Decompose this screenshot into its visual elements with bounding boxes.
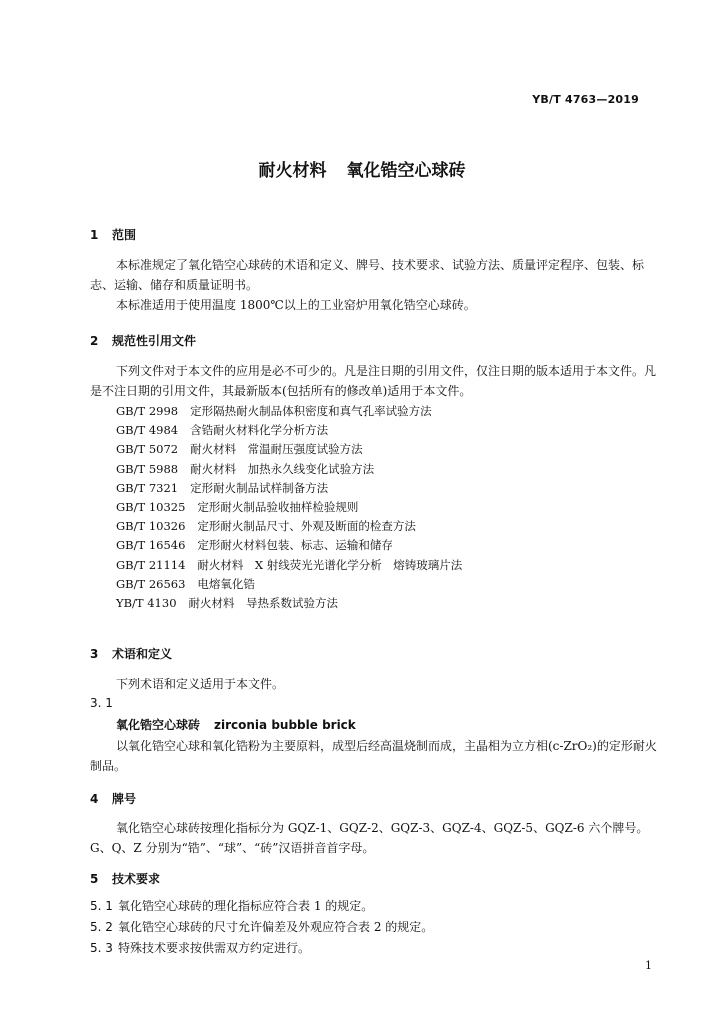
section-3-number: 3	[90, 647, 99, 661]
reference-title: 耐火材料 加热永久线变化试验方法	[190, 461, 375, 476]
reference-title: 耐火材料 常温耐压强度试验方法	[190, 442, 363, 457]
section-2-body	[90, 361, 660, 401]
reference-item	[116, 594, 462, 613]
clause-number: 5. 3	[90, 941, 113, 955]
reference-code: GB/T 26563	[116, 576, 186, 591]
reference-item	[116, 498, 462, 517]
reference-title: 定形耐火制品试样制备方法	[190, 480, 329, 495]
clause-text: 氧化锆空心球砖的理化指标应符合表 1 的规定。	[118, 899, 374, 913]
section-1-paragraph-1: 本标准规定了氧化锆空心球砖的术语和定义、牌号、技术要求、试验方法、质量评定程序、包装、标志、运输、储存和质量证明书。	[90, 258, 645, 292]
term-heading	[116, 716, 356, 733]
reference-code: GB/T 5072	[116, 442, 179, 457]
section-4-body	[90, 818, 660, 858]
reference-item	[116, 575, 462, 594]
section-3-intro	[90, 674, 660, 694]
section-1-heading	[90, 226, 136, 243]
reference-list	[116, 402, 462, 613]
reference-title: 电熔氧化锆	[197, 576, 255, 591]
standard-code: YB/T 4763—2019	[532, 93, 639, 106]
section-1-title: 范围	[112, 228, 137, 242]
reference-title: 定形耐火制品尺寸、外观及断面的检查方法	[197, 519, 416, 534]
reference-title: 定形隔热耐火制品体积密度和真气孔率试验方法	[190, 404, 432, 418]
reference-item	[116, 460, 462, 479]
reference-code: GB/T 10325	[116, 500, 186, 515]
section-4-heading	[90, 790, 136, 807]
clause-5-3	[90, 939, 310, 956]
reference-item	[116, 517, 462, 536]
reference-title: 定形耐火材料包装、标志、运输和储存	[197, 538, 393, 553]
reference-code: GB/T 5988	[116, 461, 179, 476]
reference-code: GB/T 4984	[116, 423, 179, 438]
section-3-paragraph-1: 下列术语和定义适用于本文件。	[116, 677, 285, 691]
reference-item	[116, 479, 462, 498]
reference-title: 耐火材料 导热系数试验方法	[188, 596, 339, 611]
section-2-title: 规范性引用文件	[112, 334, 197, 348]
clause-5-2	[90, 918, 433, 935]
term-definition-block	[90, 736, 660, 776]
clause-5-1	[90, 897, 373, 914]
page-title	[0, 156, 724, 181]
reference-title: 耐火材料 X 射线荧光光谱化学分析 熔铸玻璃片法	[197, 557, 463, 572]
reference-title: 定形耐火制品验收抽样检验规则	[197, 500, 359, 515]
reference-item	[116, 556, 462, 575]
page-number: 1	[645, 959, 652, 972]
reference-code: GB/T 16546	[116, 538, 186, 553]
section-1-body	[90, 255, 660, 315]
title-part-2: 氧化锆空心球砖	[346, 161, 466, 181]
reference-code: YB/T 4130	[116, 596, 177, 611]
section-4-title: 牌号	[112, 792, 137, 806]
title-part-1: 耐火材料	[258, 161, 327, 181]
reference-item	[116, 440, 462, 459]
section-2-heading	[90, 332, 196, 349]
section-4-number: 4	[90, 792, 99, 806]
reference-code: GB/T 21114	[116, 557, 186, 572]
section-3-heading	[90, 645, 172, 662]
clause-number: 5. 2	[90, 920, 113, 934]
section-5-title: 技术要求	[112, 872, 161, 886]
reference-code: GB/T 7321	[116, 480, 179, 495]
reference-item	[116, 402, 462, 421]
reference-code: GB/T 10326	[116, 519, 186, 534]
section-3-title: 术语和定义	[112, 647, 173, 661]
section-1-number: 1	[90, 228, 99, 242]
section-2-paragraph-1: 下列文件对于本文件的应用是必不可少的。凡是注日期的引用文件，仅注日期的版本适用于本文件。凡是不注日期的引用文件，其最新版本(包括所有的修改单)适用于本文件。	[90, 364, 657, 398]
term-chinese: 氧化锆空心球砖	[116, 718, 201, 732]
clause-text: 特殊技术要求按供需双方约定进行。	[118, 941, 311, 955]
term-definition: 以氧化锆空心球和氧化锆粉为主要原料，成型后经高温烧制而成，主晶相为立方相(c-ZrO₂)的定形耐火制品。	[90, 739, 657, 773]
reference-title: 含锆耐火材料化学分析方法	[190, 423, 329, 438]
section-1-paragraph-2: 本标准适用于使用温度 1800℃以上的工业窑炉用氧化锆空心球砖。	[116, 298, 476, 312]
term-english: zirconia bubble brick	[214, 718, 356, 732]
section-5-heading	[90, 870, 160, 887]
term-number: 3. 1	[90, 696, 113, 710]
section-5-number: 5	[90, 872, 99, 886]
reference-code: GB/T 2998	[116, 404, 179, 418]
reference-item	[116, 421, 462, 440]
reference-item	[116, 536, 462, 555]
section-4-paragraph-1: 氧化锆空心球砖按理化指标分为 GQZ-1、GQZ-2、GQZ-3、GQZ-4、GQZ-5、GQZ-6 六个牌号。G、Q、Z 分别为“锆”、“球”、“砖”汉语拼音首字母。	[90, 821, 649, 855]
clause-number: 5. 1	[90, 899, 113, 913]
section-2-number: 2	[90, 334, 99, 348]
clause-text: 氧化锆空心球砖的尺寸允许偏差及外观应符合表 2 的规定。	[118, 920, 434, 934]
